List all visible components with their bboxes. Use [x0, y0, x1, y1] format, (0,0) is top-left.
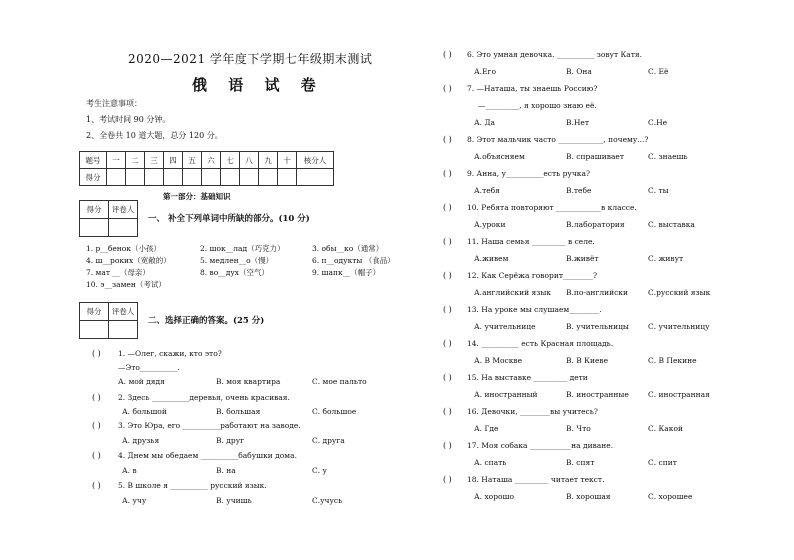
- question-text: 4. Днем мы обедаем __________бабушки дома.: [118, 451, 297, 460]
- option-a[interactable]: А.живем: [474, 254, 509, 263]
- answer-slot[interactable]: ( ): [443, 271, 452, 280]
- score-cell[interactable]: [221, 169, 240, 186]
- part1-label: 第一部分：基础知识: [163, 192, 231, 201]
- section-2-title: 二、选择正确的答案。(25 分): [148, 316, 265, 326]
- option-b[interactable]: В. Что: [566, 424, 591, 433]
- score-header-cell: 二: [126, 152, 145, 169]
- grader-reviewer-label: 评卷人: [109, 201, 138, 219]
- answer-slot[interactable]: ( ): [92, 481, 101, 490]
- score-cell[interactable]: [164, 169, 183, 186]
- option-a[interactable]: А. Где: [474, 424, 499, 433]
- score-cell[interactable]: [259, 169, 278, 186]
- score-header-cell: 九: [259, 152, 278, 169]
- question-text: 3. Это Юра, его __________работают на заводе.: [118, 421, 301, 430]
- option-c[interactable]: С. учительницу: [648, 322, 710, 331]
- fill-item: 7. мат __（母亲）: [86, 268, 150, 277]
- option-c[interactable]: С. Её: [648, 67, 669, 76]
- fill-item: 1. р__бенок（小孩）: [86, 244, 161, 253]
- question-text: 15. На выставке _________ дети: [467, 373, 588, 382]
- fill-item: 5. медлен__о（慢）: [200, 256, 274, 265]
- option-b[interactable]: В. спрашивает: [566, 152, 625, 161]
- option-c[interactable]: С. хорошее: [648, 492, 693, 501]
- score-row-label: 得分: [80, 169, 107, 186]
- grader-box-2: [79, 302, 138, 339]
- question-text: 14. __________ есть Красная площадь.: [467, 339, 614, 348]
- answer-slot[interactable]: ( ): [443, 203, 452, 212]
- option-a[interactable]: А.тебя: [474, 186, 500, 195]
- score-cell[interactable]: [278, 169, 297, 186]
- option-b[interactable]: В. хорошая: [566, 492, 611, 501]
- option-c[interactable]: С. Какой: [648, 424, 683, 433]
- question-text: 1. —Олег, скажи, кто это?: [118, 349, 222, 358]
- option-b[interactable]: В. В Киеве: [566, 356, 609, 365]
- score-header-cell: 题号: [80, 152, 107, 169]
- question-text: 8. Этот мальчик часто ____________, почему...?: [467, 135, 649, 144]
- answer-slot[interactable]: ( ): [443, 339, 452, 348]
- option-b[interactable]: В.тебе: [566, 186, 592, 195]
- option-b[interactable]: В. на: [216, 466, 236, 475]
- score-cell[interactable]: [202, 169, 221, 186]
- option-c[interactable]: С. у: [312, 466, 327, 475]
- exam-subtitle: 俄 语 试 卷: [192, 76, 324, 94]
- option-a[interactable]: А. спать: [474, 458, 507, 467]
- option-b[interactable]: В. учишь: [216, 496, 252, 505]
- option-a[interactable]: А. учу: [122, 496, 147, 505]
- option-b[interactable]: В. моя квартира: [216, 377, 281, 386]
- answer-slot[interactable]: ( ): [443, 441, 452, 450]
- option-c[interactable]: С. друга: [312, 436, 345, 445]
- option-a[interactable]: А.английский язык: [474, 288, 551, 297]
- score-header-cell: 三: [145, 152, 164, 169]
- option-a[interactable]: А. в: [122, 466, 137, 475]
- score-table-score-row: [80, 169, 334, 186]
- option-a[interactable]: А. учительнице: [474, 322, 536, 331]
- notice-heading: 考生注意事项：: [86, 99, 142, 108]
- answer-slot[interactable]: ( ): [92, 349, 101, 358]
- option-c[interactable]: С. знаешь: [648, 152, 688, 161]
- option-b[interactable]: В.лаборатория: [566, 220, 625, 229]
- option-b[interactable]: В. друг: [216, 436, 245, 445]
- option-b[interactable]: В. большая: [216, 407, 261, 416]
- fill-item: 3. обы__ко（通常）: [312, 244, 384, 253]
- fill-item: 8. во__дух（空气）: [200, 268, 270, 277]
- score-header-cell: 六: [202, 152, 221, 169]
- answer-slot[interactable]: ( ): [443, 305, 452, 314]
- option-c[interactable]: С. мое пальто: [312, 377, 367, 386]
- answer-slot[interactable]: ( ): [443, 169, 452, 178]
- option-c[interactable]: С. большое: [312, 407, 357, 416]
- grader-score-label: 得分: [80, 201, 109, 219]
- question-text: 2. Здесь __________деревья, очень красивая.: [118, 393, 290, 402]
- answer-slot[interactable]: ( ): [443, 135, 452, 144]
- option-b[interactable]: В. учительницы: [566, 322, 629, 331]
- option-b[interactable]: В. спят: [566, 458, 595, 467]
- answer-slot[interactable]: ( ): [443, 373, 452, 382]
- score-cell[interactable]: [297, 169, 334, 186]
- option-c[interactable]: С.русский язык: [648, 288, 711, 297]
- grader-score-cell[interactable]: [80, 219, 109, 237]
- score-table: [79, 151, 334, 186]
- score-cell[interactable]: [183, 169, 202, 186]
- fill-item: 9. шапк__（帽子）: [312, 268, 381, 277]
- exam-title: 2020—2021 学年度下学期七年级期末测试: [128, 52, 373, 66]
- question-text-line2: —_________, я хорошо знаю её.: [478, 101, 597, 110]
- answer-slot[interactable]: ( ): [92, 421, 101, 430]
- grader-reviewer-cell[interactable]: [109, 321, 138, 339]
- grader-score-cell[interactable]: [80, 321, 109, 339]
- answer-slot[interactable]: ( ): [443, 407, 452, 416]
- answer-slot[interactable]: ( ): [443, 475, 452, 484]
- option-b[interactable]: В. Она: [566, 67, 592, 76]
- question-text: 6. Это умная девочка. __________ зовут Катя.: [467, 50, 643, 59]
- section-1-title: 一、 补全下列单词中所缺的部分。(10 分): [148, 214, 310, 224]
- question-text: 10. Ребята повторяют ____________в классе.: [467, 203, 637, 212]
- question-text: 17. Моя собака ___________на диване.: [467, 441, 614, 450]
- fill-item: 10. э__замен（考试）: [86, 280, 166, 289]
- grader-reviewer-label: 评卷人: [109, 303, 138, 321]
- option-c[interactable]: С. спит: [648, 458, 677, 467]
- option-c[interactable]: С. ты: [648, 186, 669, 195]
- option-c[interactable]: С.учусь: [312, 496, 343, 505]
- answer-slot[interactable]: ( ): [443, 84, 452, 93]
- score-header-cell: 核分人: [297, 152, 334, 169]
- option-a[interactable]: А. хорошо: [474, 492, 514, 501]
- answer-slot[interactable]: ( ): [92, 451, 101, 460]
- score-cell[interactable]: [240, 169, 259, 186]
- question-text: 9. Анна, у__________есть ручка?: [467, 169, 590, 178]
- option-a[interactable]: А. друзья: [122, 436, 160, 445]
- option-b[interactable]: В.живёт: [566, 254, 599, 263]
- score-cell[interactable]: [126, 169, 145, 186]
- score-cell[interactable]: [107, 169, 126, 186]
- option-a[interactable]: А. В Москве: [474, 356, 523, 365]
- score-header-cell: 十: [278, 152, 297, 169]
- option-c[interactable]: С. выставка: [648, 220, 695, 229]
- score-header-cell: 八: [240, 152, 259, 169]
- option-b[interactable]: В.Нет: [566, 118, 590, 127]
- grader-box-1: [79, 200, 138, 237]
- question-text-line2: —Это__________.: [118, 363, 180, 372]
- option-a[interactable]: А. большой: [122, 407, 167, 416]
- grader-reviewer-cell[interactable]: [109, 219, 138, 237]
- option-b[interactable]: В.по-английски: [566, 288, 628, 297]
- grader-score-label: 得分: [80, 303, 109, 321]
- score-header-cell: 五: [183, 152, 202, 169]
- score-header-cell: 七: [221, 152, 240, 169]
- answer-slot[interactable]: ( ): [443, 237, 452, 246]
- option-c[interactable]: С. иностранная: [648, 390, 710, 399]
- option-c[interactable]: С.Не: [648, 118, 668, 127]
- option-a[interactable]: А. иностранный: [474, 390, 538, 399]
- score-header-cell: 四: [164, 152, 183, 169]
- score-header-cell: 一: [107, 152, 126, 169]
- question-text: 11. Наша семья _________ в селе.: [467, 237, 595, 246]
- option-b[interactable]: В. иностранные: [566, 390, 629, 399]
- question-text: 18. Наташа _________ читает текст.: [467, 475, 605, 484]
- option-a[interactable]: А. Да: [474, 118, 496, 127]
- question-text: 12. Как Серёжа говорит________?: [467, 271, 597, 280]
- option-a[interactable]: А.уроки: [474, 220, 506, 229]
- option-c[interactable]: С. В Пекине: [648, 356, 697, 365]
- answer-slot[interactable]: ( ): [92, 393, 101, 402]
- option-a[interactable]: А.объясняем: [474, 152, 525, 161]
- score-cell[interactable]: [145, 169, 164, 186]
- score-table-header-row: [80, 152, 334, 169]
- option-a[interactable]: А. мой дядя: [118, 377, 165, 386]
- fill-item: 4. ш__роких（宽敞的）: [86, 256, 171, 265]
- notice-item-1: 1、考试时间 90 分钟。: [86, 115, 171, 124]
- fill-item: 6. п__одукты （食品）: [312, 256, 395, 265]
- option-c[interactable]: С. живут: [648, 254, 684, 263]
- option-a[interactable]: А.Его: [474, 67, 496, 76]
- question-text: 13. На уроке мы слушаем________.: [467, 305, 602, 314]
- answer-slot[interactable]: ( ): [443, 50, 452, 59]
- fill-item: 2. шок__лад（巧克力）: [200, 244, 285, 253]
- question-text: 16. Девочки, ________вы учитесь?: [467, 407, 598, 416]
- question-text: 5. В школе я __________ русский язык.: [118, 481, 267, 490]
- notice-item-2: 2、全卷共 10 道大题，总分 120 分。: [86, 131, 223, 140]
- question-text: 7. —Наташа, ты знаешь Россию?: [467, 84, 598, 93]
